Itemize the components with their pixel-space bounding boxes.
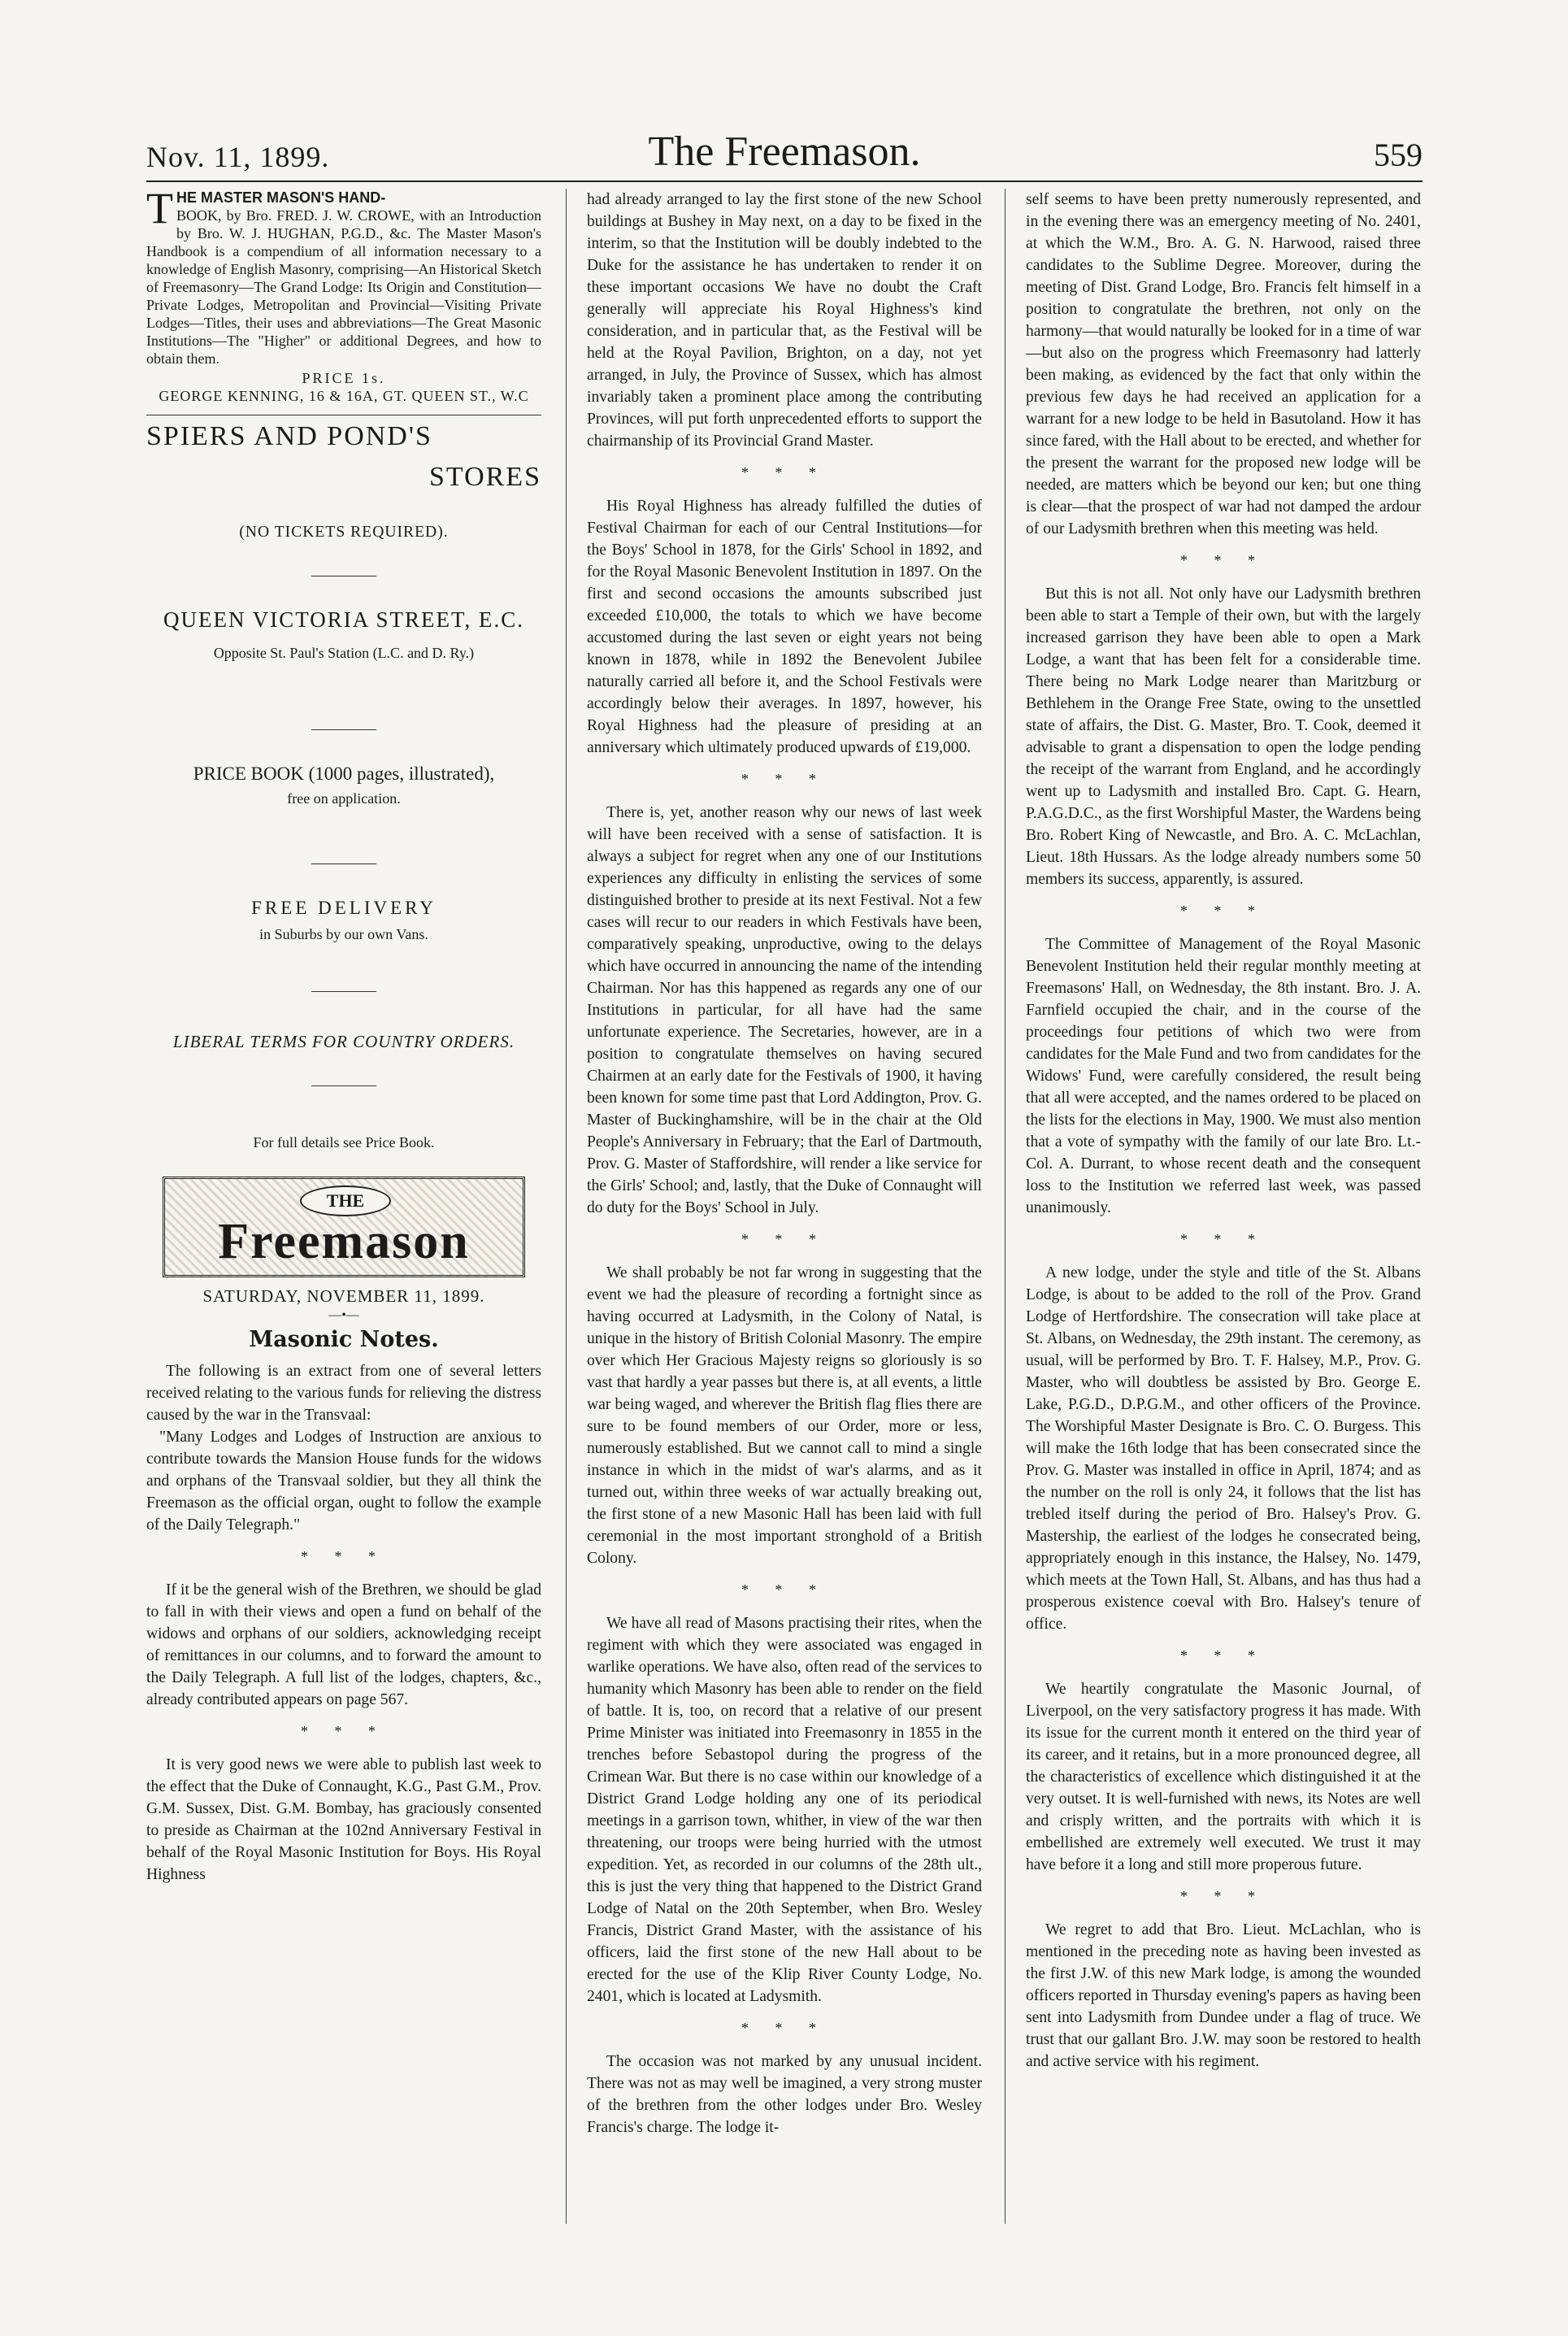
column-divider [566, 189, 567, 2224]
separator-stars: * * * [741, 464, 827, 481]
article-paragraph: It is very good news we were able to publish last week to the effect that the Duke of Connaught, K.G., Past G.M., Prov. G.M. Sussex, Dist. G.M. Bombay, has graciously consented to preside as Chairman at the 102nd Anniversary Festival in behalf of the Royal Masonic Institution for Boys. His Royal Highness [146, 1756, 541, 1883]
ad-short-rule [311, 729, 376, 730]
separator-stars: * * * [741, 1231, 827, 1247]
column-2 [587, 189, 982, 2224]
article-paragraph: If it be the general wish of the Brethren, we should be glad to fall in with their views and open a fund on behalf of the widows and orphans of our soldiers, acknowledging receipt of remittances in our columns, and to forward the amount to the Daily Telegraph. A full list of the lodges, chapters, &c., already contributed appears on page 567. [146, 1581, 541, 1708]
separator-stars: * * * [1180, 903, 1266, 919]
article-paragraph: His Royal Highness has already fulfilled the duties of Festival Chairman for each of our Central Institutions—for the Boys' School in 1878, for the Girls' School in 1892, and for the Royal Masonic Benevolent Institution in 1897. On the first and second occasions the amounts subscribed just exceeded £10,000, the totals to which we have become accustomed during the last seven or eight years not being known in 1878, while in 1892 the Benevolent Jubilee naturally carried all before it, and the School Festivals were accordingly below their averages. In 1897, however, his Royal Highness had the pleasure of presiding at an anniversary which ultimately produced upwards of £19,000. [587, 498, 982, 756]
column-1 [146, 189, 541, 2224]
ad-price: PRICE 1s. [302, 370, 386, 386]
article-paragraph: We heartily congratulate the Masonic Journal, of Liverpool, on the very satisfactory progress it has made. With its issue for the current month it entered on the third year of its career, and it retains, but in a more pronounced degree, all the characteristics of excellence which distinguished it at the very outset. It is well-furnished with news, its Notes are well and crisply written, and the portraits with which it is embellished are extremely well executed. We trust it may have before it a long and still more properous future. [1026, 1681, 1421, 1873]
column-divider [1005, 189, 1006, 2224]
column-3 [1026, 189, 1421, 2224]
ad-headline: HE MASTER MASON'S HAND- [176, 189, 386, 206]
article-paragraph: self seems to have been pretty numerously represented, and in the evening there was an emergency meeting of No. 2401, at which the W.M., Bro. A. G. N. Harwood, raised three candidates to the Sublime Degree. Moreover, during the meeting of Dist. Grand Lodge, Bro. Francis felt himself in a position to congratulate the brethren, not only on the harmony—that would naturally be looked for in a time of war—but also on the progress which Freemasonry had latterly been making, as evidenced by the fact that only within the previous few days he had received an application for a warrant for a new lodge to be held in Basutoland. How it has since fared, with the Hall about to be erected, and whether for the present the warrant for the proposed new lodge will be needed, are matters which be beyond our ken; but one thing is clear—that the prospect of war had not damped the ardour of our Ladysmith brethren when this meeting was held. [1026, 191, 1421, 537]
separator-stars: * * * [1180, 552, 1266, 568]
ad-free-delivery: FREE DELIVERY [251, 898, 437, 918]
ad-short-rule [311, 863, 376, 864]
separator-stars: * * * [1180, 1647, 1266, 1664]
article-quote: "Many Lodges and Lodges of Instruction are anxious to contribute towards the Mansion House funds for the widows and orphans of the Transvaal soldier, but they all think the Freemason as the official organ, ought to follow the example of the Daily Telegraph." [146, 1429, 541, 1533]
issue-date: Nov. 11, 1899. [146, 141, 330, 173]
article-paragraph: But this is not all. Not only have our Ladysmith brethren been able to start a Temple of their own, but with the largely increased garrison they have been able to open a Mark Lodge, a want that has been felt for a considerable time. There being no Mark Lodge nearer than Maritzburg or Bethlehem in the Orange Free State, owing to the unsettled state of affairs, the Dist. G. Master, Bro. T. Cook, deemed it advisable to grant a dispensation to open the lodge pending the receipt of the warrant from England, and he accordingly went up to Ladysmith and installed Bro. Capt. G. Hearn, P.A.G.D.C., as the first Worshipful Master, the Wardens being Bro. Robert King of Newcastle, and Bro. A. C. McLachlan, Lieut. 18th Hussars. As the lodge already numbers some 50 members its success, apparently, is assured. [1026, 585, 1421, 888]
article-paragraph: The occasion was not marked by any unusual incident. There was not as may well be imagined, a very strong muster of the brethren from the other lodges under Bro. Wesley Francis's charge. The lodge it- [587, 2053, 982, 2136]
ad-details: For full details see Price Book. [253, 1134, 435, 1151]
article-paragraph: There is, yet, another reason why our news of last week will have been received with a sense of satisfaction. It is always a subject for regret when any one of our Institutions experiences any difficulty in enlisting the services of some distinguished brother to preside at its next Festival. Not a few cases will recur to our readers in which Festivals have been, comparatively speaking, unproductive, owing to the delays which have occurred in announcing the name of the intending Chairman. Nor has this happened as regards any one of our Institutions in particular, for all have had the same unfortunate experience. The Secretaries, however, are in a position to congratulate themselves on having secured Chairmen at an early date for the Festivals of 1900, it having been known for some time past that Lord Addington, Prov. G. Master of Buckinghamshire, will be in the chair at the Old People's Anniversary in February; that the Earl of Dartmouth, Prov. G. Master of Staffordshire, will render a like service for the Girls' School; and, lastly, that the Duke of Connaught will do duty for the Boys' School in July. [587, 804, 982, 1216]
separator-stars: * * * [741, 2020, 827, 2036]
section-heading: Masonic Notes. [249, 1327, 439, 1352]
logo-wordmark: Freemason [218, 1214, 470, 1269]
ad-street: QUEEN VICTORIA STREET, E.C. [163, 607, 524, 632]
ad-store-name: SPIERS AND POND'S [146, 421, 432, 451]
ad-opposite: Opposite St. Paul's Station (L.C. and D. Ry.) [213, 645, 475, 661]
article-paragraph: We regret to add that Bro. Lieut. McLachlan, who is mentioned in the preceding note as having been invested as the first J.W. of this new Mark lodge, is among the wounded officers reported in Thursday evening's papers as having been sent into Ladysmith from Dundee under a flag of truce. We trust that our gallant Bro. J.W. may soon be restored to health and active service with his regiment. [1026, 1921, 1421, 2070]
separator-stars: * * * [1180, 1888, 1266, 1904]
ad-free-application: free on application. [287, 790, 401, 807]
ad-suburbs: in Suburbs by our own Vans. [259, 926, 428, 942]
separator-stars: * * * [1180, 1231, 1266, 1247]
ad-short-rule [311, 991, 376, 992]
article-paragraph: We have all read of Masons practising their rites, when the regiment with which they were associated was engaged in warlike operations. We have also, often read of the services to humanity which Masonry has been able to render on the field of battle. It is, too, on record that a relative of our present Prime Minister was initiated into Freemasonry in 1855 in the trenches before Sebastopol during the progress of the Crimean War. But there is no case within our knowledge of a District Grand Lodge holding any one of its periodical meetings in a garrison town, whither, in view of the war then threatening, our troops were being hurried with the utmost expedition. Yet, as recorded in our columns of the 28th ult., this is just the very thing that happened to the District Grand Lodge of Natal on the 20th September, when Bro. Wesley Francis, District Grand Master, with the assistance of his officers, laid the first stone of the new Hall about to be erected for the use of the Klip River County Lodge, No. 2401, which is located at Ladysmith. [587, 1615, 982, 2005]
newspaper-title: The Freemason. [648, 128, 921, 175]
logo-the: THE [300, 1185, 391, 1216]
ad-liberal-terms: LIBERAL TERMS FOR COUNTRY ORDERS. [172, 1032, 515, 1051]
ornament-rule: —•— [328, 1308, 359, 1322]
ad-no-tickets: (NO TICKETS REQUIRED). [239, 524, 449, 541]
article-paragraph: We shall probably be not far wrong in suggesting that the event we had the pleasure of recording a fortnight since as having occurred at Ladysmith, in the Colony of Natal, is unique in the history of British Colonial Masonry. The empire over which Her Gracious Majesty reigns so gloriously is so vast that hardly a year passes but there is, at all events, a little war being waged, and wherever the British flag flies there are sure to be found members of our Order, more or less, numerously established. But we cannot call to mind a single instance in which in the midst of war's alarms, and as it turned out, within three weeks of war actually breaking out, the first stone of a new Masonic Hall has been laid with full ceremonial in the most important stronghold of a British Colony. [587, 1264, 982, 1567]
masthead-rule [146, 181, 1422, 182]
ad-short-rule [311, 1085, 376, 1086]
article-paragraph: The following is an extract from one of several letters received relating to the various funds for relieving the distress caused by the war in the Transvaal: [146, 1363, 541, 1424]
ad-publisher: GEORGE KENNING, 16 & 16A, GT. QUEEN ST., W.C [159, 388, 529, 404]
ad-body: BOOK, by Bro. FRED. J. W. CROWE, with an Introduction by Bro. W. J. HUGHAN, P.G.D., &c. The Master Mason's Handbook is a compendium of all information necessary to a knowledge of English Masonry, comprising—An Historical Sketch of Freemasonry—The Grand Lodge: Its Origin and Constitution—Private Lodges, Metropolitan and Provincial—Visiting Private Lodges—Titles, their uses and abbreviations—The Great Masonic Institutions—The "Higher" or additional Degrees, and how to obtain them. [146, 207, 541, 367]
ad-stores-word: STORES [429, 462, 541, 492]
article-paragraph: The Committee of Management of the Royal Masonic Benevolent Institution held their regular monthly meeting at Freemasons' Hall, on Wednesday, the 8th instant. Bro. J. A. Farnfield occupied the chair, and in the course of the proceedings four petitions of which two were from candidates for the Male Fund and two from candidates for the Widows' Fund, were carefully considered, the result being that all were accepted, and the names ordered to be placed on the lists for the elections in May, 1900. We must also mention that a vote of sympathy with the family of our late Bro. Lt.-Col. A. Durrant, to whose recent death and the consequent loss to the Institution we referred last week, was passed unanimously. [1026, 936, 1421, 1216]
separator-stars: * * * [741, 771, 827, 787]
handbook-advertisement [146, 189, 541, 405]
separator-stars: * * * [301, 1723, 387, 1739]
ad-price-book: PRICE BOOK (1000 pages, illustrated), [193, 763, 495, 784]
page-number: 559 [1374, 137, 1422, 173]
separator-stars: * * * [741, 1581, 827, 1598]
separator-stars: * * * [301, 1548, 387, 1564]
drop-cap: T [146, 189, 173, 233]
freemason-logo [163, 1177, 525, 1277]
masthead [146, 122, 1422, 174]
issue-dateline: SATURDAY, NOVEMBER 11, 1899. [202, 1286, 485, 1306]
article-paragraph: A new lodge, under the style and title of the St. Albans Lodge, is about to be added to the roll of the Prov. Grand Lodge of Hertfordshire. The consecration will take place at St. Albans, on Wednesday, the 29th instant. The ceremony, as usual, will be performed by Bro. T. F. Halsey, M.P., Prov. G. Master, who will doubtless be assisted by Bro. George E. Lake, P.G.D., D.P.G.M., and other officers of the Province. The Worshipful Master Designate is Bro. C. O. Burgess. This will make the 16th lodge that has been consecrated since the Prov. G. Master was installed in office in April, 1874; and as the number on the roll is only 24, it follows that the list has trebled itself during the period of Bro. Halsey's Prov. G. Mastership, the earliest of the lodges he consecrated being, appropriately enough in this instance, the Halsey, No. 1479, which meets at the Town Hall, St. Albans, and has thus had a prosperous existence coeval with Bro. Halsey's tenure of office. [1026, 1264, 1421, 1633]
article-paragraph: had already arranged to lay the first stone of the new School buildings at Bushey in May next, on a day to be fixed in the interim, so that the Institution will be doubly indebted to the Duke for the assistance he has undertaken to render it on these important occasions We have no doubt the Craft generally will appreciate his Royal Highness's kind consideration, and in particular that, as the Festival will be held at the Royal Pavilion, Brighton, on a day, not yet arranged, in July, the Province of Sussex, which has almost invariably taken a prominent place among the contributing Provinces, will put forth unprecedented efforts to support the chairmanship of its Provincial Grand Master. [587, 191, 982, 450]
spiers-pond-advertisement [146, 421, 541, 1154]
